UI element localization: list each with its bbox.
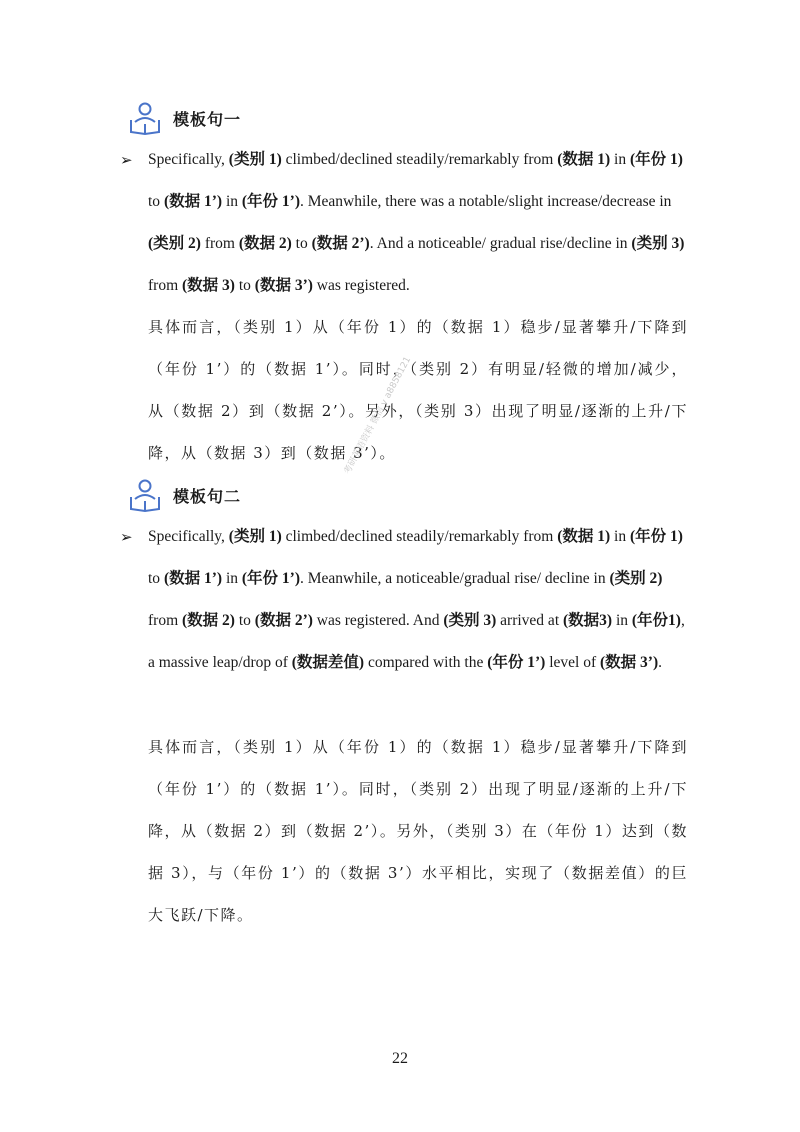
sentence-text: to xyxy=(234,277,255,294)
sentence-text: . Meanwhile, there was a notable/slight increase/decrease in xyxy=(300,193,672,210)
sentence-text: from xyxy=(200,235,239,252)
placeholder-term: (类别 1) xyxy=(228,151,282,168)
template-heading-1 xyxy=(127,100,241,136)
bullet-arrow-icon: ➢ xyxy=(120,528,133,546)
bullet-arrow-icon: ➢ xyxy=(120,151,133,169)
sentence-text: in xyxy=(222,570,242,587)
reader-icon xyxy=(127,100,163,136)
template-heading-2 xyxy=(127,477,241,513)
sentence-text: to xyxy=(291,235,312,252)
placeholder-term: (年份 1) xyxy=(629,151,683,168)
placeholder-term: (数据 2’) xyxy=(311,235,370,252)
sentence-text: from xyxy=(148,612,183,629)
template-2-chinese: 具体而言，（类别 1）从（年份 1）的（数据 1）稳步/显著攀升/下降到（年份 1’）的（数据 1’）。同时，（类别 2）出现了明显/逐渐的上升/下降，从（数据 2）到（数据 2’）。另外，（类别 3）在（年份 1）达到（数据 3），与（年份 1’）的（数据 3’）水平相比，实现了（数据差值）的巨大飞跃/下降。 xyxy=(148,738,688,924)
sentence-text: to xyxy=(148,193,164,210)
placeholder-term: (数据 1’) xyxy=(163,570,223,587)
placeholder-term: (年份 1’) xyxy=(487,654,546,671)
page-number: 22 xyxy=(392,1050,408,1067)
placeholder-term: (数据 2’) xyxy=(254,612,313,629)
placeholder-term: (类别 3) xyxy=(631,235,685,252)
placeholder-term: (数据 1) xyxy=(557,151,611,168)
template-title-2: 模板句二 xyxy=(173,486,242,506)
template-1-english xyxy=(120,139,688,307)
placeholder-term: (数据 3’) xyxy=(600,654,659,671)
sentence-text: . Meanwhile, a noticeable/gradual rise/ decline in xyxy=(300,570,610,587)
placeholder-term: (数据 3’) xyxy=(254,277,313,294)
watermark: 考研英语资料 微信 v a8858121 xyxy=(342,355,414,477)
sentence-text: in xyxy=(610,151,630,168)
placeholder-term: (数据 3) xyxy=(182,277,235,294)
placeholder-term: (数据 2) xyxy=(238,235,292,252)
sentence-text: arrived at xyxy=(496,612,563,629)
reader-icon xyxy=(127,477,163,513)
template-title-1: 模板句一 xyxy=(173,109,242,129)
sentence-text: was registered. And xyxy=(312,612,444,629)
sentence-text: climbed/declined steadily/remarkably from xyxy=(281,151,558,168)
placeholder-term: (数据差值) xyxy=(291,654,365,671)
sentence-text: compared with the xyxy=(364,654,488,671)
template-2-english xyxy=(120,516,688,684)
sentence-text: in xyxy=(612,612,632,629)
sentence-text: . And a noticeable/ gradual rise/decline in xyxy=(369,235,632,252)
sentence-text: to xyxy=(148,570,164,587)
sentence-text: Specifically, xyxy=(148,151,229,168)
placeholder-term: (类别 2) xyxy=(609,570,663,587)
template-1-chinese: 具体而言，（类别 1）从（年份 1）的（数据 1）稳步/显著攀升/下降到（年份 1’）的（数据 1’）。同时，（类别 2）有明显/轻微的增加/减少，从（数据 2）到（数据 2’）。另外，（类别 3）出现了明显/逐渐的上升/下降，从（数据 3）到（数据 3’）。 xyxy=(148,318,688,462)
sentence-text: to xyxy=(234,612,255,629)
sentence-text: in xyxy=(222,193,242,210)
sentence-text: from xyxy=(148,277,183,294)
sentence-text: Specifically, xyxy=(148,528,229,545)
placeholder-term: (数据 2) xyxy=(182,612,235,629)
placeholder-term: (数据 1’) xyxy=(163,193,223,210)
placeholder-term: (类别 2) xyxy=(148,235,201,252)
sentence-text: . xyxy=(658,654,662,671)
sentence-text: was registered. xyxy=(312,277,410,294)
sentence-text: level of xyxy=(545,654,600,671)
sentence-text: climbed/declined steadily/remarkably from xyxy=(281,528,558,545)
placeholder-term: (年份 1) xyxy=(629,528,683,545)
placeholder-term: (类别 1) xyxy=(228,528,282,545)
sentence-text: , a massive leap/drop of xyxy=(148,612,685,671)
placeholder-term: (数据 1) xyxy=(557,528,611,545)
sentence-text: in xyxy=(610,528,630,545)
placeholder-term: (年份 1’) xyxy=(241,570,300,587)
placeholder-term: (数据3) xyxy=(563,612,613,629)
placeholder-term: (年份1) xyxy=(631,612,681,629)
placeholder-term: (类别 3) xyxy=(443,612,497,629)
placeholder-term: (年份 1’) xyxy=(241,193,300,210)
